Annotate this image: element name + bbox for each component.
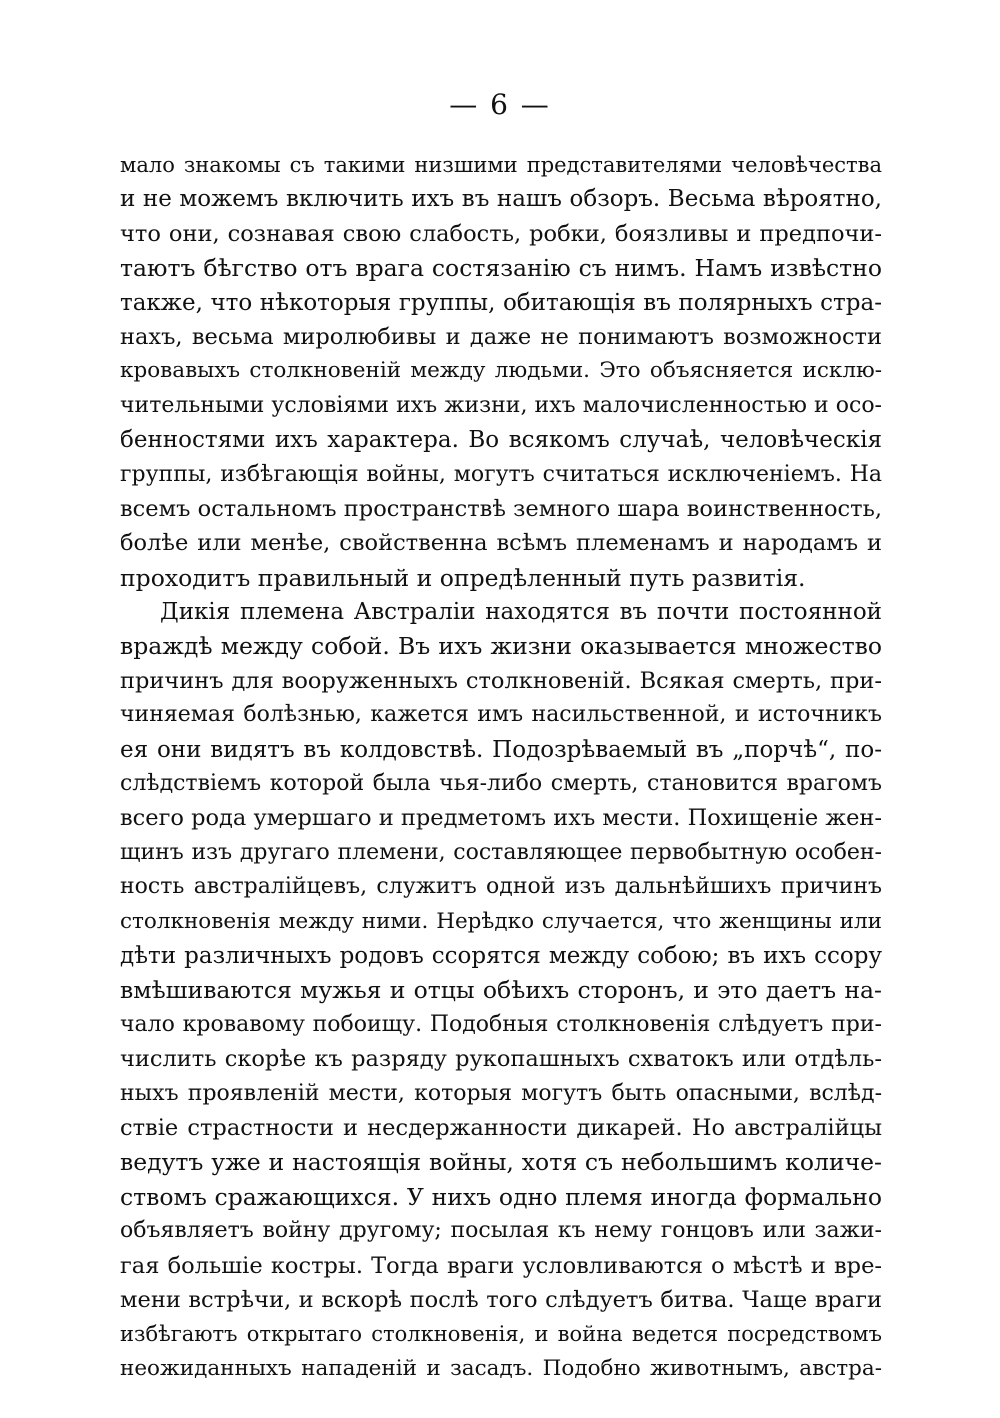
text-line: числить скорѣе къ разряду рукопашныхъ схватокъ или отдѣль- <box>120 1046 882 1073</box>
text-line: чительными условіями ихъ жизни, ихъ малочисленностью и осо- <box>120 392 882 418</box>
text-line: причинъ для вооруженныхъ столкновеній. Всякая смерть, при- <box>120 667 882 694</box>
text-line: болѣе или менѣе, свойственна всѣмъ племенамъ и народамъ и <box>120 530 882 557</box>
text-line: также, что нѣкоторыя группы, обитающія въ полярныхъ стра- <box>120 289 882 316</box>
text-line: ведутъ уже и настоящія войны, хотя съ небольшимъ количе- <box>120 1148 882 1177</box>
text-line: вмѣшиваются мужья и отцы обѣихъ сторонъ, и это даетъ на- <box>120 976 882 1005</box>
text-line: чало кровавому побоищу. Подобныя столкновенія слѣдуетъ при- <box>120 1011 882 1037</box>
text-line: щинъ изъ другаго племени, составляющее первобытную особен- <box>120 839 882 865</box>
text-line: что они, сознавая свою слабость, робки, боязливы и предпочи- <box>120 220 882 247</box>
text-line: враждѣ между собой. Въ ихъ жизни оказывается множество <box>120 632 882 661</box>
text-line: группы, избѣгающія войны, могутъ считаться исключеніемъ. На <box>120 461 882 487</box>
text-line: гая большіе костры. Тогда враги условливаются о мѣстѣ и вре- <box>120 1252 882 1279</box>
text-line: ныхъ проявленій мести, которыя могутъ быть опасными, вслѣд- <box>120 1080 882 1106</box>
text-line: мало знакомы съ такими низшими представителями человѣчества <box>120 153 882 177</box>
text-line: объявляетъ войну другому; посылая къ нему гонцовъ или зажи- <box>120 1218 882 1244</box>
text-line: ствіе страстности и несдержанности дикарей. Но австралійцы <box>120 1114 882 1141</box>
page-number: — 6 — <box>449 88 551 121</box>
text-line: ствомъ сражающихся. У нихъ одно племя иногда формально <box>120 1182 882 1211</box>
text-line: нахъ, весьма миролюбивы и даже не понимаютъ возможности <box>120 323 882 350</box>
text-line: бенностями ихъ характера. Во всякомъ случаѣ, человѣческія <box>120 427 882 454</box>
text-line: столкновенія между ними. Нерѣдко случается, что женщины или <box>120 908 882 934</box>
text-line: ность австралійцевъ, служитъ одной изъ дальнѣйшихъ причинъ <box>120 874 882 900</box>
text-line: слѣдствіемъ которой была чья-либо смерть, становится врагомъ <box>120 771 882 797</box>
text-line: дѣти различныхъ родовъ ссорятся между собою; въ ихъ ссору <box>120 942 882 969</box>
text-line: всего рода умершаго и предметомъ ихъ мести. Похищеніе жен- <box>120 805 882 832</box>
text-line: таютъ бѣгство отъ врага состязанію съ нимъ. Намъ извѣстно <box>120 254 882 283</box>
text-line: неожиданныхъ нападеній и засадъ. Подобно животнымъ, австра- <box>120 1355 882 1381</box>
text-line: избѣгаютъ открытаго столкновенія, и война ведется посредствомъ <box>120 1322 882 1347</box>
paragraph-end-line: проходитъ правильный и опредѣленный путь развитія. <box>120 563 806 592</box>
text-line: кровавыхъ столкновеній между людьми. Это объясняется исклю- <box>120 358 882 384</box>
text-line: чиняемая болѣзнью, кажется имъ насильственной, и источникъ <box>120 702 882 728</box>
text-line: и не можемъ включить ихъ въ нашъ обзоръ. Весьма вѣроятно, <box>120 186 882 213</box>
paragraph-start-line: Дикія племена Австраліи находятся въ почти постоянной <box>160 599 882 626</box>
text-line: всемъ остальномъ пространствѣ земного шара воинственность, <box>120 495 882 522</box>
text-line: ея они видятъ въ колдовствѣ. Подозрѣваемый въ „порчѣ“, по- <box>120 736 882 763</box>
text-line: мени встрѣчи, и вскорѣ послѣ того слѣдуетъ битва. Чаще враги <box>120 1286 882 1313</box>
body-text <box>120 148 882 1386</box>
